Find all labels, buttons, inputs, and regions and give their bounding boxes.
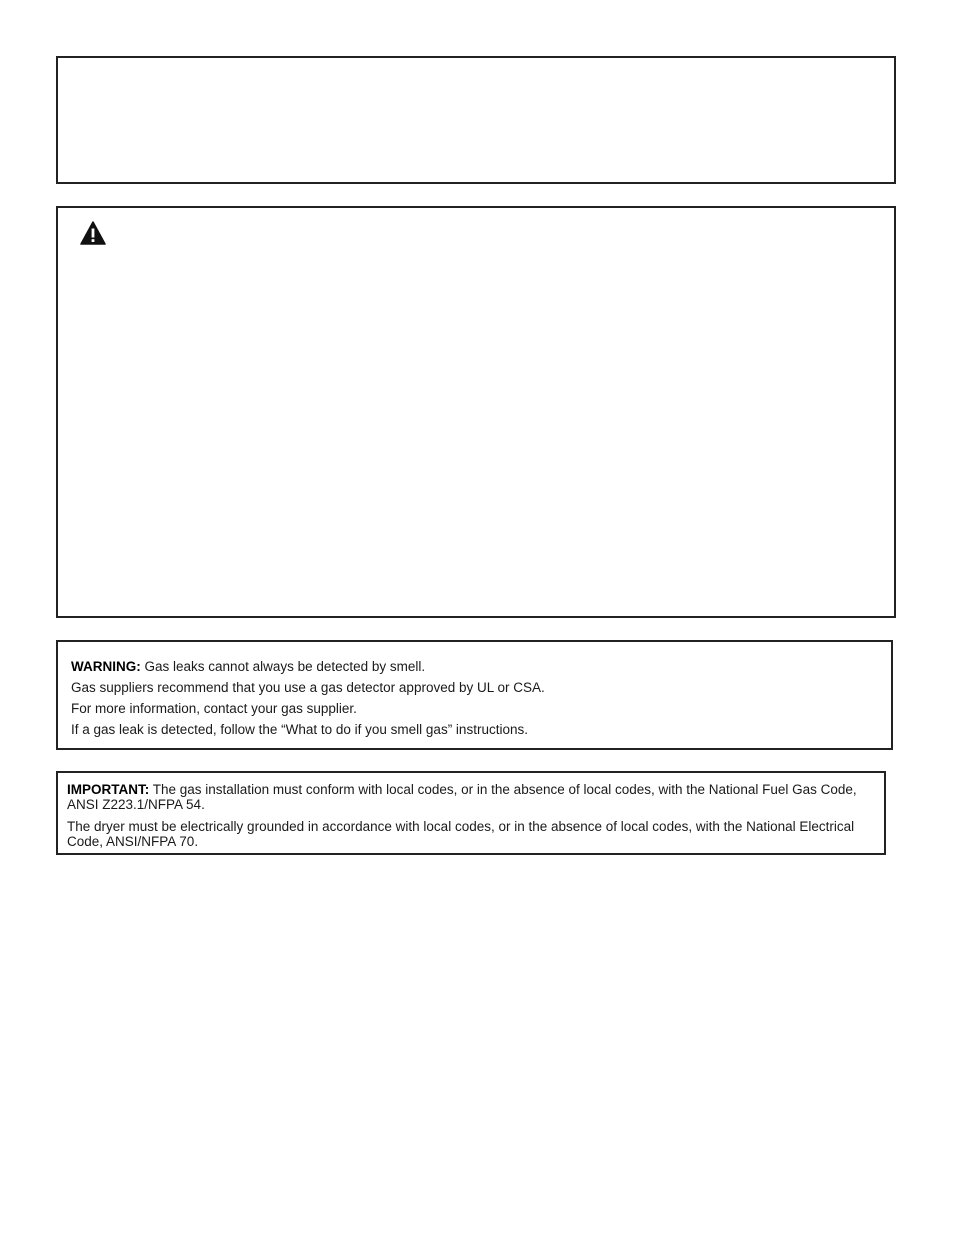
warning-label: WARNING: (71, 659, 141, 674)
important-notice-box (56, 771, 886, 855)
important-paragraph-2: The dryer must be electrically grounded in accordance with local codes, or in the absence of local codes, with the National Electrical Code, ANSI/NFPA 70. (67, 819, 855, 849)
gas-leak-warning-box (56, 640, 893, 750)
warning-triangle-icon (80, 220, 106, 246)
warning-text-1: Gas leaks cannot always be detected by smell. (144, 659, 426, 674)
important-paragraph-1 (67, 783, 872, 812)
warning-line-1 (71, 656, 891, 677)
important-text-1: The gas installation must conform with local codes, or in the absence of local codes, with the National Fuel Gas Code, ANSI Z223.1/NFPA 54. (67, 782, 857, 812)
blank-top-frame (56, 56, 896, 184)
important-label: IMPORTANT: (67, 782, 150, 797)
hazard-frame (56, 206, 896, 618)
warning-line-4: If a gas leak is detected, follow the “What to do if you smell gas” instructions. (71, 722, 528, 737)
warning-line-2: Gas suppliers recommend that you use a gas detector approved by UL or CSA. (71, 680, 545, 695)
warning-line-3: For more information, contact your gas supplier. (71, 701, 357, 716)
